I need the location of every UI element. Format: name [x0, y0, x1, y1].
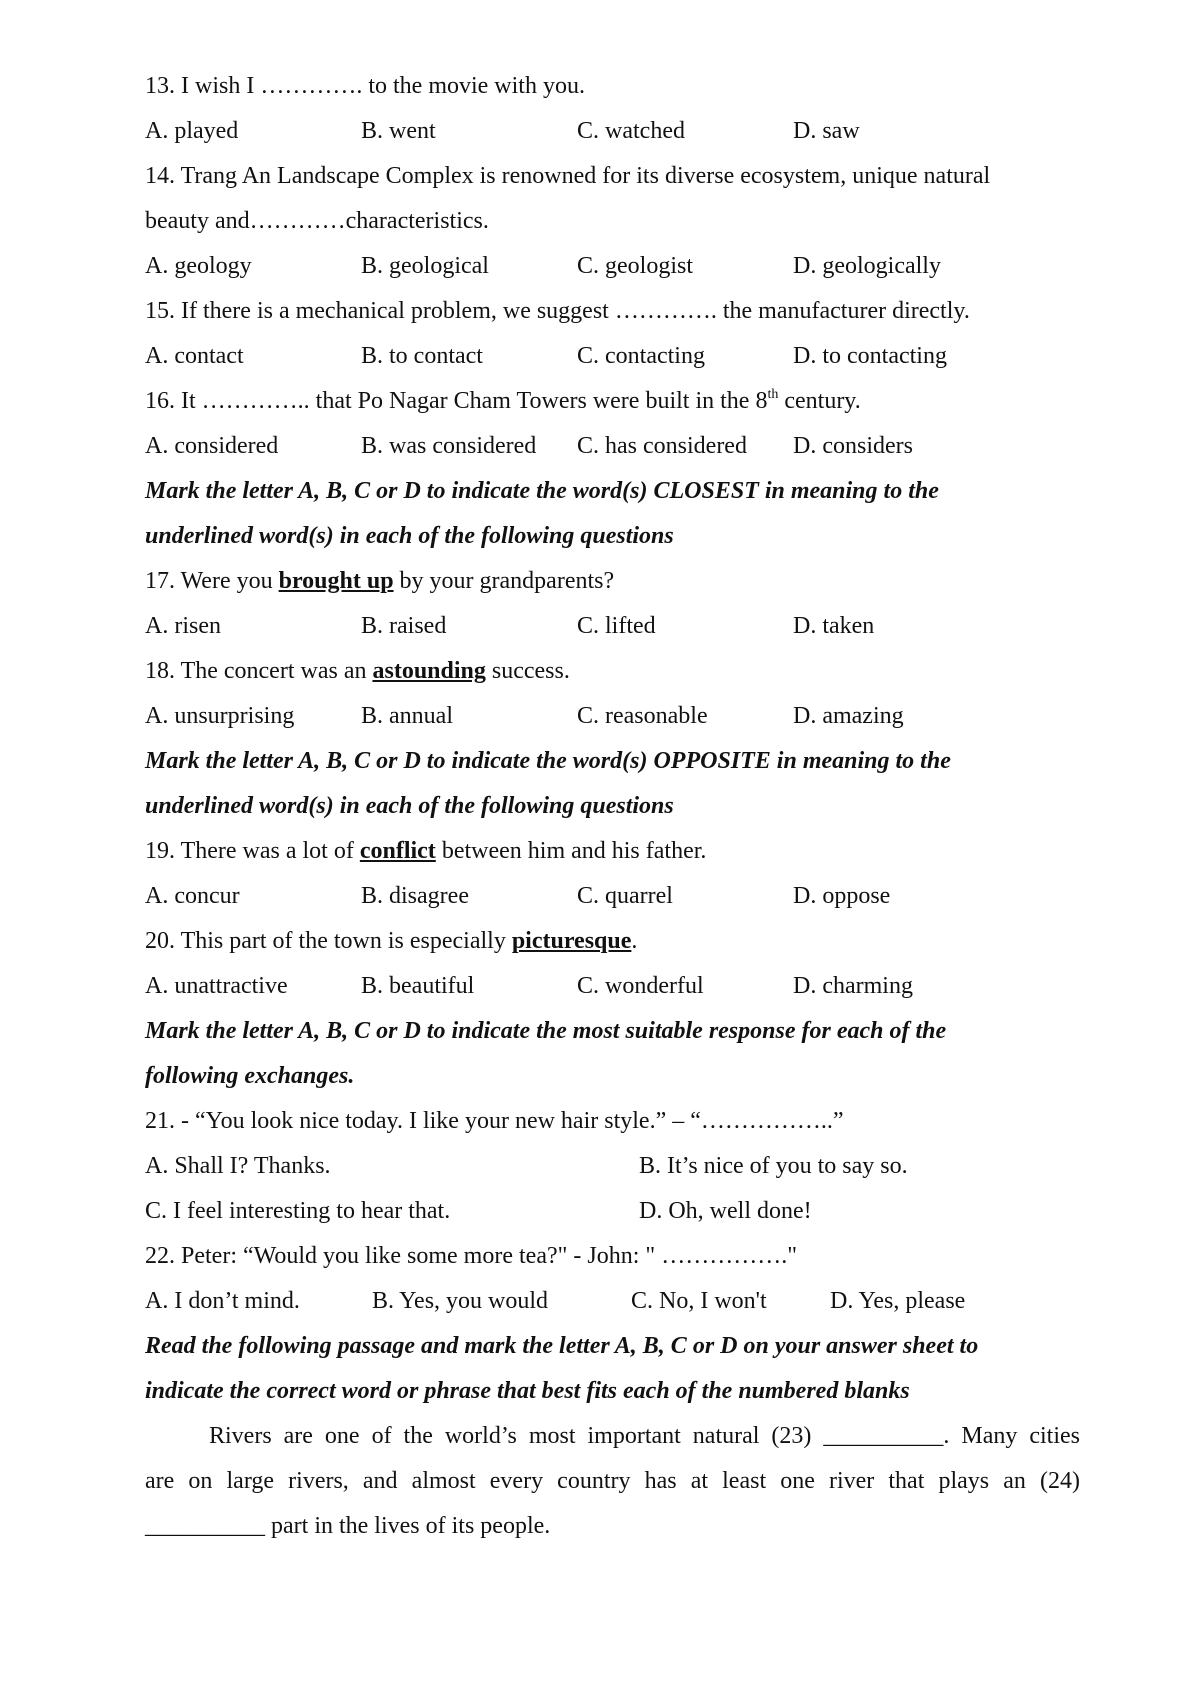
option-a: A. concur	[145, 883, 240, 909]
option-c: C. No, I won't	[631, 1288, 767, 1314]
question-16-options	[145, 424, 1080, 469]
instruction-closest	[145, 469, 1080, 514]
option-a: A. considered	[145, 433, 279, 459]
instruction-closest-line-2	[145, 514, 1080, 559]
question-text: .	[631, 928, 638, 954]
option-d: D. taken	[793, 613, 875, 639]
underlined-word: brought up	[278, 568, 394, 594]
question-22	[145, 1234, 1080, 1279]
option-a: A. unattractive	[145, 973, 288, 999]
option-d: D. considers	[793, 433, 913, 459]
question-20	[145, 919, 1080, 964]
question-22-options	[145, 1279, 1080, 1324]
option-c: C. quarrel	[577, 883, 673, 909]
question-13	[145, 64, 1080, 109]
question-text: 19. There was a lot of	[145, 838, 360, 864]
question-text: beauty and…………characteristics.	[145, 208, 489, 234]
option-a: A. geology	[145, 253, 252, 279]
question-text: 22. Peter: “Would you like some more tea?" - John: " ……………."	[145, 1243, 798, 1269]
option-c: C. watched	[577, 118, 685, 144]
instruction-text: following exchanges.	[145, 1063, 355, 1089]
question-21	[145, 1099, 1080, 1144]
option-d: D. geologically	[793, 253, 941, 279]
option-d: D. to contacting	[793, 343, 947, 369]
question-14-options	[145, 244, 1080, 289]
instruction-passage-line-2	[145, 1369, 1080, 1414]
instruction-text: indicate the correct word or phrase that best fits each of the numbered blanks	[145, 1378, 910, 1404]
option-a: A. risen	[145, 613, 221, 639]
question-14-line-2	[145, 199, 1080, 244]
option-c: C. reasonable	[577, 703, 708, 729]
option-c: C. wonderful	[577, 973, 704, 999]
option-d: D. oppose	[793, 883, 891, 909]
question-text: 13. I wish I …………. to the movie with you.	[145, 73, 585, 99]
option-b: B. went	[361, 118, 436, 144]
option-c: C. has considered	[577, 433, 747, 459]
option-d: D. Yes, please	[830, 1288, 966, 1314]
option-c: C. I feel interesting to hear that.	[145, 1198, 451, 1224]
question-text: 21. - “You look nice today. I like your new hair style.” – “……………..”	[145, 1108, 844, 1134]
option-d: D. saw	[793, 118, 860, 144]
question-text: by your grandparents?	[393, 568, 615, 594]
passage-line-2: are on large rivers, and almost every country has at least one river that plays an (24)	[145, 1468, 1080, 1494]
option-b: B. to contact	[361, 343, 483, 369]
option-c: C. geologist	[577, 253, 694, 279]
option-b: B. raised	[361, 613, 447, 639]
question-15-options	[145, 334, 1080, 379]
question-21-options-row-2	[145, 1189, 1080, 1234]
question-21-options-row-1	[145, 1144, 1080, 1189]
option-c: C. contacting	[577, 343, 705, 369]
question-19-options	[145, 874, 1080, 919]
question-text: 20. This part of the town is especially	[145, 928, 512, 954]
question-text: 16. It ………….. that Po Nagar Cham Towers were built in the 8	[145, 388, 768, 414]
option-a: A. unsurprising	[145, 703, 295, 729]
exam-page	[145, 64, 1080, 1549]
instruction-text: underlined word(s) in each of the following questions	[145, 523, 674, 549]
option-c: C. lifted	[577, 613, 656, 639]
instruction-opposite-line-2	[145, 784, 1080, 829]
question-text: century.	[778, 388, 861, 414]
option-b: B. Yes, you would	[372, 1288, 549, 1314]
option-a: A. Shall I? Thanks.	[145, 1153, 331, 1179]
option-d: D. Oh, well done!	[639, 1198, 812, 1224]
question-17-options	[145, 604, 1080, 649]
question-18-options	[145, 694, 1080, 739]
instruction-text: Mark the letter A, B, C or D to indicate the word(s) CLOSEST in meaning to the	[145, 478, 939, 504]
question-17	[145, 559, 1080, 604]
question-13-options	[145, 109, 1080, 154]
instruction-passage	[145, 1324, 1080, 1369]
option-b: B. disagree	[361, 883, 469, 909]
question-14-line-1	[145, 154, 1080, 199]
question-19	[145, 829, 1080, 874]
option-d: D. charming	[793, 973, 913, 999]
instruction-response-line-2	[145, 1054, 1080, 1099]
question-15	[145, 289, 1080, 334]
question-text: 18. The concert was an	[145, 658, 373, 684]
option-b: B. was considered	[361, 433, 537, 459]
instruction-text: underlined word(s) in each of the following questions	[145, 793, 674, 819]
instruction-text: Mark the letter A, B, C or D to indicate the most suitable response for each of the	[145, 1018, 947, 1044]
underlined-word: astounding	[372, 658, 486, 684]
underlined-word: picturesque	[511, 928, 632, 954]
instruction-response	[145, 1009, 1080, 1054]
question-16	[145, 379, 1080, 424]
underlined-word: conflict	[359, 838, 436, 864]
passage-line-3: __________ part in the lives of its people.	[145, 1513, 551, 1539]
instruction-opposite	[145, 739, 1080, 784]
instruction-text: Read the following passage and mark the letter A, B, C or D on your answer sheet to	[145, 1333, 979, 1359]
question-18	[145, 649, 1080, 694]
instruction-text: Mark the letter A, B, C or D to indicate the word(s) OPPOSITE in meaning to the	[145, 748, 951, 774]
option-b: B. geological	[361, 253, 489, 279]
option-b: B. annual	[361, 703, 453, 729]
option-d: D. amazing	[793, 703, 904, 729]
question-text: between him and his father.	[435, 838, 707, 864]
question-text: 14. Trang An Landscape Complex is renowned for its diverse ecosystem, unique natural	[145, 163, 991, 189]
question-text: success.	[485, 658, 570, 684]
option-a: A. played	[145, 118, 239, 144]
question-text: 15. If there is a mechanical problem, we suggest …………. the manufacturer directly.	[145, 298, 970, 324]
option-b: B. beautiful	[361, 973, 475, 999]
option-a: A. contact	[145, 343, 244, 369]
option-a: A. I don’t mind.	[145, 1288, 300, 1314]
superscript: th	[767, 387, 779, 402]
question-20-options	[145, 964, 1080, 1009]
option-b: B. It’s nice of you to say so.	[639, 1153, 908, 1179]
question-text: 17. Were you	[145, 568, 279, 594]
passage-line-1: Rivers are one of the world’s most important natural (23) __________. Many cities	[209, 1423, 1080, 1449]
